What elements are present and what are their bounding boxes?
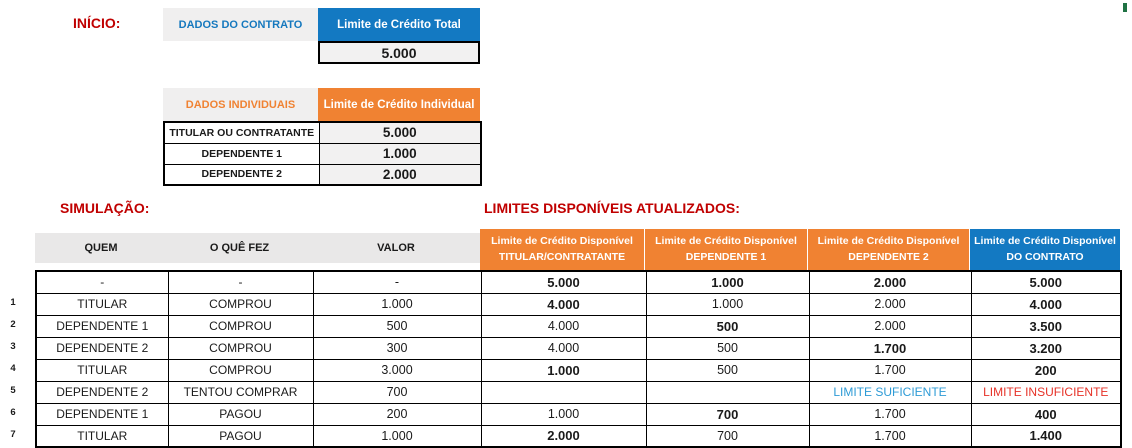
valor-cell[interactable]: - [313,271,481,293]
quem-cell[interactable]: DEPENDENTE 2 [36,381,168,403]
quem-cell[interactable]: DEPENDENTE 2 [36,337,168,359]
valor-cell[interactable]: 300 [313,337,481,359]
limit-dependente2-header [808,229,970,270]
contract-limit-value-cell[interactable]: 5.000 [318,41,480,64]
limite-dependente2-cell[interactable]: 1.700 [809,359,971,381]
limit-header-line1: Limite de Crédito Disponível [491,234,633,247]
fez-cell[interactable]: COMPROU [168,359,313,381]
quem-cell[interactable]: TITULAR [36,293,168,315]
limite-dependente1-cell[interactable]: 700 [646,403,809,425]
valor-cell[interactable]: 200 [313,403,481,425]
quem-cell[interactable]: DEPENDENTE 1 [36,315,168,337]
limite-dependente1-cell[interactable] [646,381,809,403]
limit-dependente1-header [645,229,808,270]
fez-cell[interactable]: PAGOU [168,403,313,425]
limite-dependente1-cell[interactable]: 1.000 [646,293,809,315]
row-number: 1 [10,297,16,308]
row-number: 5 [10,385,16,396]
table-row [164,143,481,164]
limit-header-line2: DEPENDENTE 2 [848,250,929,263]
limite-contrato-cell[interactable]: 200 [971,359,1121,381]
limit-header-line1: Limite de Crédito Disponível [974,234,1116,247]
corner-marker [1123,3,1127,12]
limite-dependente2-cell[interactable]: 1.700 [809,425,971,447]
quem-cell[interactable]: TITULAR [36,359,168,381]
limit-header-line2: DO CONTRATO [1006,250,1084,263]
row-number: 6 [10,407,16,418]
simulation-table [35,270,1122,448]
limite-contrato-cell[interactable]: 5.000 [971,271,1121,293]
table-row [36,381,1121,403]
limite-contrato-cell[interactable]: 400 [971,403,1121,425]
valor-cell[interactable]: 500 [313,315,481,337]
limite-titular-cell[interactable]: 4.000 [481,293,646,315]
limite-contrato-cell[interactable]: 1.400 [971,425,1121,447]
valor-header: VALOR [377,242,415,254]
fez-cell[interactable]: COMPROU [168,337,313,359]
limite-titular-cell[interactable] [481,381,646,403]
limite-contrato-cell[interactable]: 3.500 [971,315,1121,337]
individual-row-label[interactable]: DEPENDENTE 2 [164,164,319,185]
limite-contrato-cell[interactable]: 3.200 [971,337,1121,359]
individual-row-value[interactable]: 1.000 [319,143,481,164]
limit-titular-header [480,229,645,270]
limite-suficiente-status[interactable]: LIMITE SUFICIENTE [809,381,971,403]
valor-cell[interactable]: 3.000 [313,359,481,381]
valor-cell[interactable]: 1.000 [313,293,481,315]
row-number: 7 [10,429,16,440]
table-row [36,337,1121,359]
quem-cell[interactable]: DEPENDENTE 1 [36,403,168,425]
fez-cell[interactable]: - [168,271,313,293]
individual-row-label[interactable]: TITULAR OU CONTRATANTE [164,122,319,143]
table-row [36,293,1121,315]
limite-insuficiente-status[interactable]: LIMITE INSUFICIENTE [971,381,1121,403]
quem-cell[interactable]: - [36,271,168,293]
fez-cell[interactable]: COMPROU [168,293,313,315]
o-que-fez-header: O QUÊ FEZ [209,242,270,254]
valor-cell[interactable]: 700 [313,381,481,403]
individual-limit-header-cell: Limite de Crédito Individual [318,88,480,121]
fez-cell[interactable]: COMPROU [168,315,313,337]
limit-header-line1: Limite de Crédito Disponível [817,234,960,247]
limite-titular-cell[interactable]: 2.000 [481,425,646,447]
limite-titular-cell[interactable]: 4.000 [481,315,646,337]
limite-titular-cell[interactable]: 1.000 [481,403,646,425]
quem-cell[interactable]: TITULAR [36,425,168,447]
fez-cell[interactable]: PAGOU [168,425,313,447]
limite-dependente1-cell[interactable]: 500 [646,359,809,381]
limit-header-line1: Limite de Crédito Disponível [655,234,797,247]
limite-dependente2-cell[interactable]: 2.000 [809,271,971,293]
inicio-label: INÍCIO: [73,15,121,31]
simulation-left-header-band [35,233,480,263]
limite-dependente1-cell[interactable]: 500 [646,315,809,337]
limite-dependente1-cell[interactable]: 1.000 [646,271,809,293]
limit-contrato-header [970,229,1120,270]
table-row [36,425,1121,447]
limit-header-line2: DEPENDENTE 1 [685,250,767,263]
valor-cell[interactable]: 1.000 [313,425,481,447]
limite-dependente2-cell[interactable]: 2.000 [809,315,971,337]
limite-titular-cell[interactable]: 1.000 [481,359,646,381]
limite-dependente2-cell[interactable]: 2.000 [809,293,971,315]
row-number: 2 [10,319,16,330]
table-row [36,359,1121,381]
individual-header-cell: DADOS INDIVIDUAIS [163,88,318,121]
simulation-limit-headers [480,229,1120,270]
contract-header-cell: DADOS DO CONTRATO [163,8,318,41]
simulacao-label: SIMULAÇÃO: [60,200,150,216]
limit-header-line2: TITULAR/CONTRATANTE [498,250,626,263]
row-number: 3 [10,341,16,352]
limites-atualizados-label: LIMITES DISPONÍVEIS ATUALIZADOS: [484,200,740,216]
table-row [164,122,481,143]
table-row [164,164,481,185]
limite-dependente1-cell[interactable]: 500 [646,337,809,359]
limite-dependente2-cell[interactable]: 1.700 [809,337,971,359]
individual-row-value[interactable]: 5.000 [319,122,481,143]
quem-header: QUEM [84,242,118,254]
individual-row-value[interactable]: 2.000 [319,164,481,185]
fez-cell[interactable]: TENTOU COMPRAR [168,381,313,403]
individual-table [163,121,482,186]
individual-row-label[interactable]: DEPENDENTE 1 [164,143,319,164]
limite-dependente2-cell[interactable]: 1.700 [809,403,971,425]
table-row [36,315,1121,337]
limite-dependente1-cell[interactable]: 700 [646,425,809,447]
contract-limit-header-cell: Limite de Crédito Total [318,8,480,41]
table-row [36,403,1121,425]
row-number: 4 [10,363,16,374]
limite-titular-cell[interactable]: 5.000 [481,271,646,293]
table-row [36,271,1121,293]
limite-contrato-cell[interactable]: 4.000 [971,293,1121,315]
limite-titular-cell[interactable]: 4.000 [481,337,646,359]
